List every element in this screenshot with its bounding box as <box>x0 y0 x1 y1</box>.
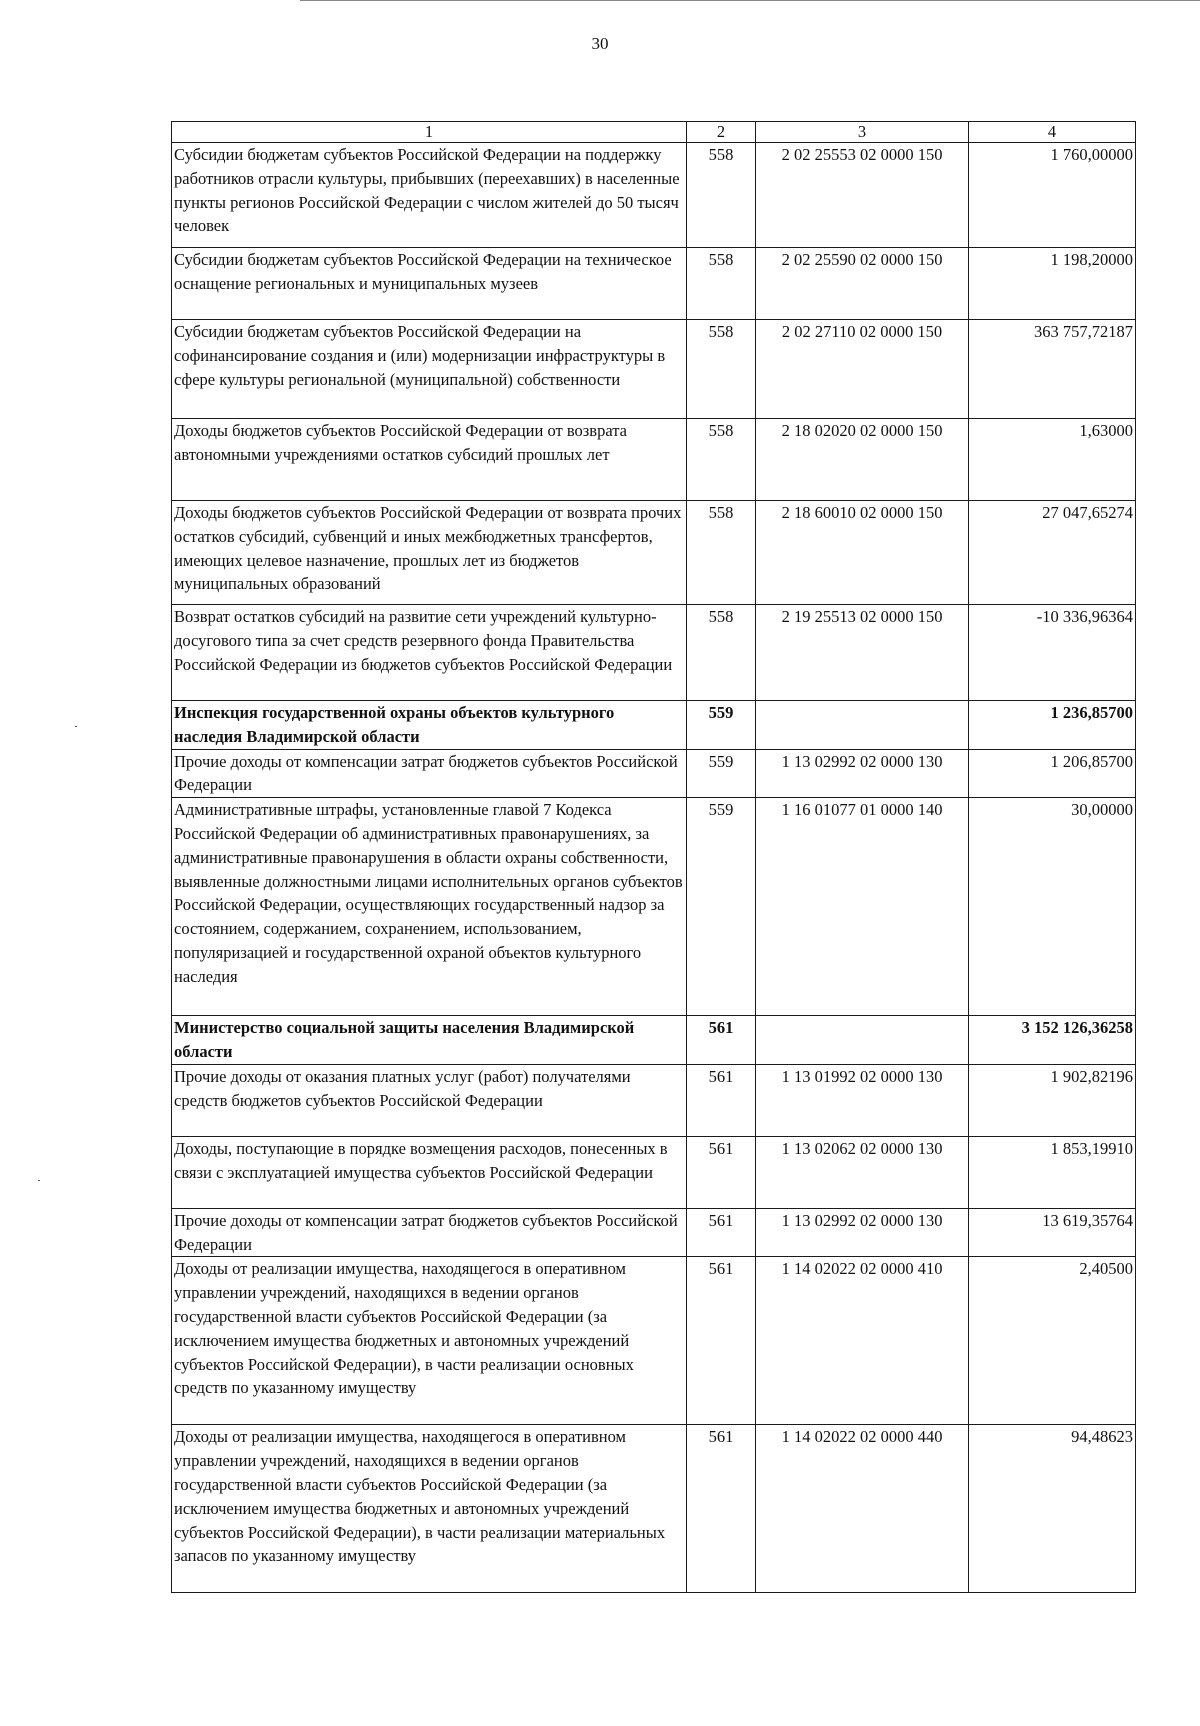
admin-code: 561 <box>687 1064 756 1136</box>
budget-classification-code: 1 14 02022 02 0000 440 <box>756 1425 969 1593</box>
scan-speck <box>75 726 77 727</box>
revenue-table <box>171 121 1136 1593</box>
amount: 363 757,72187 <box>969 320 1136 419</box>
budget-classification-code: 2 02 25553 02 0000 150 <box>756 143 969 248</box>
table-row <box>172 1064 1136 1136</box>
budget-classification-code: 1 13 02992 02 0000 130 <box>756 749 969 798</box>
department-name: Инспекция государственной охраны объектов культурного наследия Владимирской области <box>172 701 687 750</box>
budget-classification-code: 1 13 01992 02 0000 130 <box>756 1064 969 1136</box>
admin-code: 561 <box>687 1208 756 1257</box>
admin-code: 558 <box>687 248 756 320</box>
department-total: 1 236,85700 <box>969 701 1136 750</box>
table-row <box>172 320 1136 419</box>
amount: -10 336,96364 <box>969 605 1136 701</box>
budget-classification-code: 2 18 02020 02 0000 150 <box>756 419 969 501</box>
table-row <box>172 1208 1136 1257</box>
admin-code: 561 <box>687 1425 756 1593</box>
revenue-name: Доходы от реализации имущества, находящегося в оперативном управлении учреждений, находящихся в ведении органов государственной власти субъектов Российской Федерации (за исключением имущества бюджетных и автономных учреждений субъектов Российской Федерации), в части реализации основных средств по указанному имуществу <box>172 1257 687 1425</box>
amount: 1 206,85700 <box>969 749 1136 798</box>
table-row <box>172 1136 1136 1208</box>
amount: 1 198,20000 <box>969 248 1136 320</box>
amount: 27 047,65274 <box>969 501 1136 605</box>
section-header-row <box>172 701 1136 750</box>
revenue-name: Административные штрафы, установленные главой 7 Кодекса Российской Федерации об административных правонарушениях, за административные правонарушения в области охраны собственности, выявленные должностными лицами исполнительных органов субъектов Российской Федерации, осуществляющих государственный надзор за состоянием, содержанием, сохранением, использованием, популяризацией и государственной охраной объектов культурного наследия <box>172 798 687 1016</box>
budget-classification-code: 2 19 25513 02 0000 150 <box>756 605 969 701</box>
revenue-name: Доходы бюджетов субъектов Российской Федерации от возврата автономными учреждениями остатков субсидий прошлых лет <box>172 419 687 501</box>
amount: 1,63000 <box>969 419 1136 501</box>
revenue-name: Прочие доходы от компенсации затрат бюджетов субъектов Российской Федерации <box>172 1208 687 1257</box>
department-name: Министерство социальной защиты населения Владимирской области <box>172 1016 687 1065</box>
revenue-name: Прочие доходы от оказания платных услуг (работ) получателями средств бюджетов субъектов Российской Федерации <box>172 1064 687 1136</box>
scan-speck <box>38 1180 40 1181</box>
table-row <box>172 1257 1136 1425</box>
budget-classification-code: 2 18 60010 02 0000 150 <box>756 501 969 605</box>
column-number: 2 <box>687 122 756 143</box>
table-row <box>172 798 1136 1016</box>
department-total: 3 152 126,36258 <box>969 1016 1136 1065</box>
amount: 1 853,19910 <box>969 1136 1136 1208</box>
column-number: 3 <box>756 122 969 143</box>
table-row <box>172 419 1136 501</box>
amount: 1 902,82196 <box>969 1064 1136 1136</box>
admin-code: 559 <box>687 798 756 1016</box>
admin-code: 559 <box>687 701 756 750</box>
table-row <box>172 749 1136 798</box>
budget-classification-code: 2 02 25590 02 0000 150 <box>756 248 969 320</box>
admin-code: 561 <box>687 1257 756 1425</box>
budget-classification-code: 1 14 02022 02 0000 410 <box>756 1257 969 1425</box>
table-row <box>172 143 1136 248</box>
revenue-name: Доходы, поступающие в порядке возмещения расходов, понесенных в связи с эксплуатацией имущества субъектов Российской Федерации <box>172 1136 687 1208</box>
admin-code: 558 <box>687 320 756 419</box>
admin-code: 559 <box>687 749 756 798</box>
amount: 1 760,00000 <box>969 143 1136 248</box>
admin-code: 558 <box>687 605 756 701</box>
admin-code: 558 <box>687 501 756 605</box>
revenue-name: Доходы бюджетов субъектов Российской Федерации от возврата прочих остатков субсидий, субвенций и иных межбюджетных трансфертов, имеющих целевое назначение, прошлых лет из бюджетов муниципальных образований <box>172 501 687 605</box>
amount: 13 619,35764 <box>969 1208 1136 1257</box>
section-header-row <box>172 1016 1136 1065</box>
table-row <box>172 248 1136 320</box>
amount: 2,40500 <box>969 1257 1136 1425</box>
column-number: 1 <box>172 122 687 143</box>
admin-code: 558 <box>687 143 756 248</box>
column-number: 4 <box>969 122 1136 143</box>
revenue-name: Субсидии бюджетам субъектов Российской Федерации на техническое оснащение региональных и муниципальных музеев <box>172 248 687 320</box>
budget-classification-code: 1 13 02992 02 0000 130 <box>756 1208 969 1257</box>
admin-code: 561 <box>687 1016 756 1065</box>
amount: 94,48623 <box>969 1425 1136 1593</box>
table-row <box>172 1425 1136 1593</box>
page-number: 30 <box>591 34 609 53</box>
table-row <box>172 501 1136 605</box>
column-number-row <box>172 122 1136 143</box>
admin-code: 561 <box>687 1136 756 1208</box>
admin-code: 558 <box>687 419 756 501</box>
revenue-name: Прочие доходы от компенсации затрат бюджетов субъектов Российской Федерации <box>172 749 687 798</box>
budget-classification-code: 1 13 02062 02 0000 130 <box>756 1136 969 1208</box>
revenue-name: Возврат остатков субсидий на развитие сети учреждений культурно-досугового типа за счет средств резервного фонда Правительства Российской Федерации из бюджетов субъектов Российской Федерации <box>172 605 687 701</box>
table-row <box>172 605 1136 701</box>
budget-classification-code: 1 16 01077 01 0000 140 <box>756 798 969 1016</box>
revenue-name: Субсидии бюджетам субъектов Российской Федерации на поддержку работников отрасли культуры, прибывших (переехавших) в населенные пункты регионов Российской Федерации с числом жителей до 50 тысяч человек <box>172 143 687 248</box>
budget-classification-code <box>756 701 969 750</box>
amount: 30,00000 <box>969 798 1136 1016</box>
top-border-line <box>300 0 1200 1</box>
budget-classification-code <box>756 1016 969 1065</box>
budget-classification-code: 2 02 27110 02 0000 150 <box>756 320 969 419</box>
revenue-name: Доходы от реализации имущества, находящегося в оперативном управлении учреждений, находящихся в ведении органов государственной власти субъектов Российской Федерации (за исключением имущества бюджетных и автономных учреждений субъектов Российской Федерации), в части реализации материальных запасов по указанному имуществу <box>172 1425 687 1593</box>
revenue-name: Субсидии бюджетам субъектов Российской Федерации на софинансирование создания и (или) модернизации инфраструктуры в сфере культуры региональной (муниципальной) собственности <box>172 320 687 419</box>
